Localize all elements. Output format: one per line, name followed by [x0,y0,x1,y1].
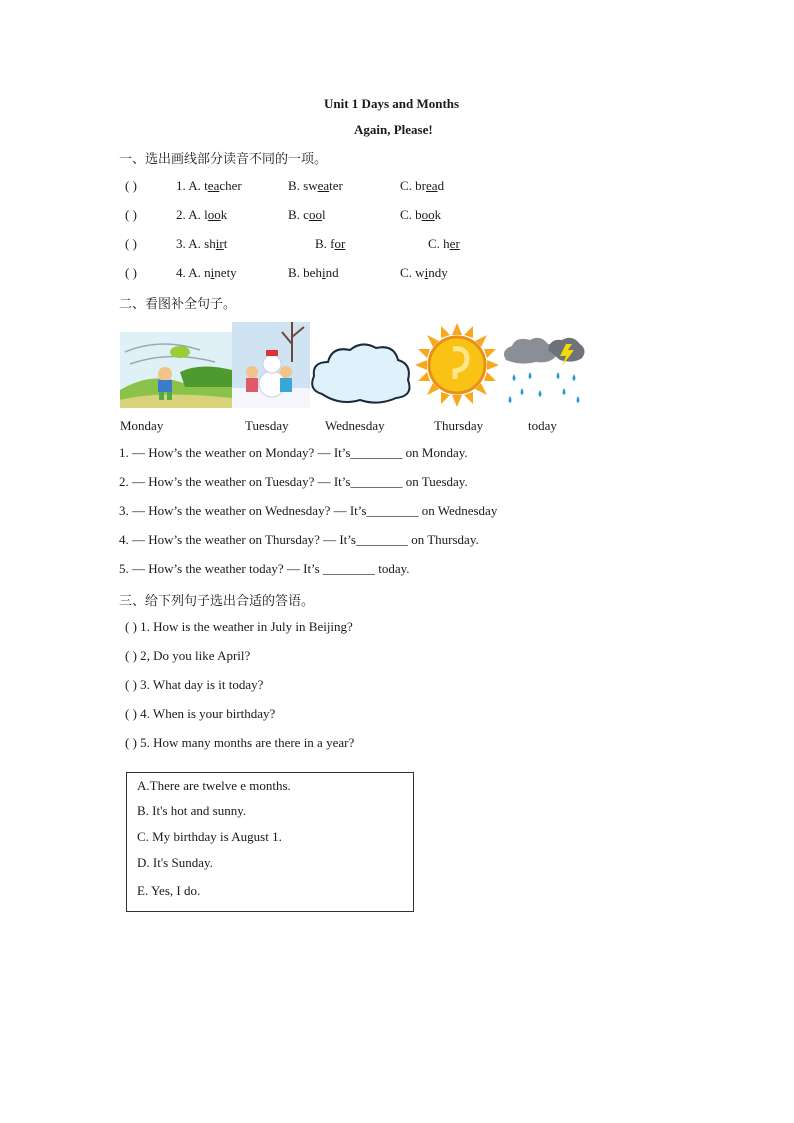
option-a: 1. A. teacher [176,178,242,193]
snowy-picture [232,322,310,408]
option-c: C. book [400,207,442,222]
day-label-thursday: Thursday [434,418,484,433]
question-1: ( ) 1. How is the weather in July in Beijing? [125,619,353,634]
sentence-2: 2. — How’s the weather on Tuesday? — It’s________ on Tuesday. [119,474,468,489]
section3-heading: 三、给下列句子选出合适的答语。 [119,594,315,609]
question-3: ( ) 3. What day is it today? [125,677,264,692]
answer-paren: ( ) [125,236,137,251]
day-label-today: today [528,418,557,433]
answer-e: E. Yes, I do. [137,883,201,898]
question-2: ( ) 2, Do you like April? [125,648,251,663]
answer-paren: ( ) [125,178,137,193]
option-b: B. sweater [288,178,343,193]
sentence-4: 4. — How’s the weather on Thursday? — It’s________ on Thursday. [119,532,479,547]
day-label-tuesday: Tuesday [245,418,289,433]
answer-a: A.There are twelve e months. [137,778,291,793]
page-subtitle: Again, Please! [354,122,433,137]
option-c: C. her [428,236,460,251]
option-b: B. cool [288,207,326,222]
answer-paren: ( ) [125,207,137,222]
option-b: B. behind [288,265,339,280]
option-c: C. bread [400,178,445,193]
sunny-picture [414,322,500,408]
sentence-5: 5. — How’s the weather today? — It’s ________ today. [119,561,410,576]
question-5: ( ) 5. How many months are there in a year? [125,735,355,750]
windy-picture [120,332,232,408]
sentence-1: 1. — How’s the weather on Monday? — It’s________ on Monday. [119,445,468,460]
sentence-3: 3. — How’s the weather on Wednesday? — It’s________ on Wednesday [119,503,498,518]
option-b: B. for [315,236,346,251]
answer-c: C. My birthday is August 1. [137,829,282,844]
cloudy-picture [308,340,414,408]
day-label-monday: Monday [120,418,164,433]
option-c: C. windy [400,265,448,280]
section1-heading: 一、选出画线部分读音不同的一项。 [119,152,328,167]
option-a: 2. A. look [176,207,228,222]
option-a: 4. A. ninety [176,265,237,280]
answer-paren: ( ) [125,265,137,280]
day-label-wednesday: Wednesday [325,418,385,433]
section2-heading: 二、看图补全句子。 [119,297,237,312]
answer-b: B. It's hot and sunny. [137,803,247,818]
question-4: ( ) 4. When is your birthday? [125,706,276,721]
page-title: Unit 1 Days and Months [324,96,460,111]
option-a: 3. A. shirt [176,236,228,251]
answer-d: D. It's Sunday. [137,855,213,870]
rainy-picture [500,334,586,408]
